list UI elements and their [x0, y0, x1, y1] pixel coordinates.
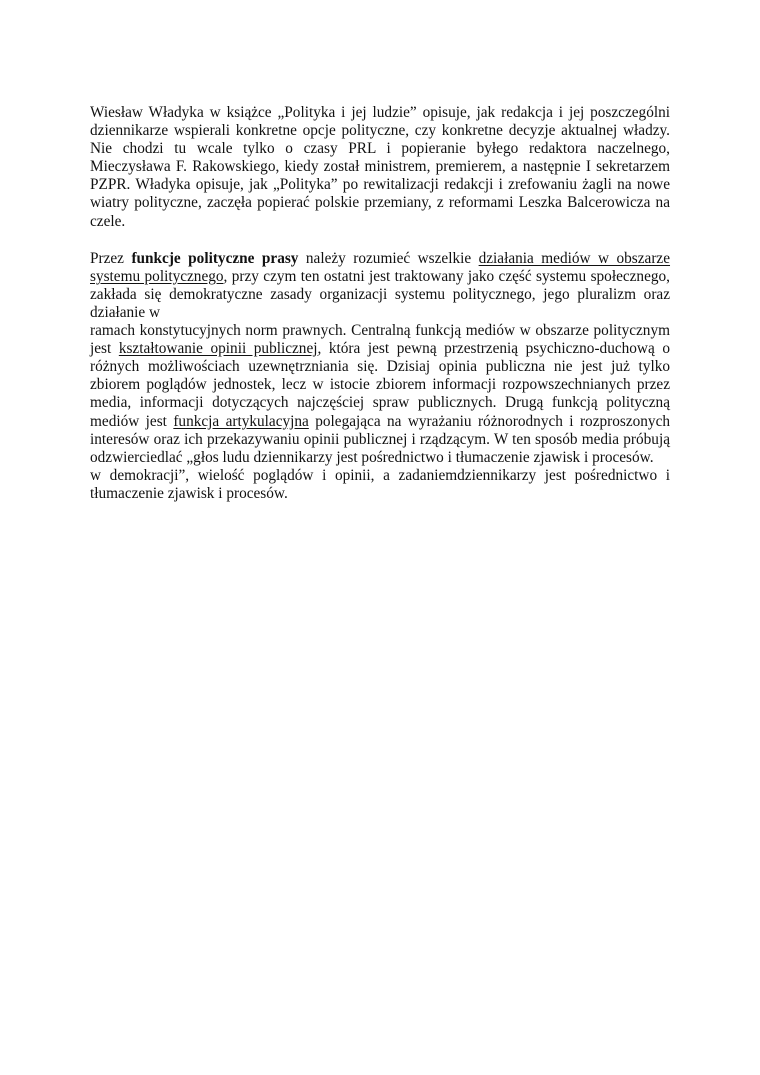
underlined-term-artykulacyjna: funkcja artykulacyjna [173, 412, 309, 430]
after-underlined-1-text: , przy czym ten ostatni jest traktowany jako część systemu społecznego, zakłada się demokratyczne zasady organizacji systemu politycznego, jego pluralizm oraz działanie w [90, 267, 670, 321]
underlined-term-dzialania: działania mediów w obszarze systemu politycznego [90, 249, 671, 285]
paragraph-wladyka-text: Wiesław Władyka w książce „Polityka i jej ludzie” opisuje, jak redakcja i jej poszczególni dziennikarze wspierali konkretne opcje polityczne, czy konkretne decyzje aktualnej władzy. Nie chodzi tu wcale tylko o czasy PRL i popieranie byłego redaktora naczelnego, Mieczysława F. Rakowskiego, kiedy został ministrem, premierem, a następnie I sekretarzem PZPR. Władyka opisuje, jak „Polityka” po rewitalizacji redakcji i zrefowaniu żagli na nowe wiatry polityczne, zaczęła popierać polskie przemiany, z reformami Leszka Balcerowicza na czele. [90, 104, 670, 230]
paragraph-wladyka [90, 104, 670, 231]
after-underlined-2-text: , która jest pewną przestrzenią psychiczno-duchową o różnych możliwościach uzewnętrzniania się. Dzisiaj opinia publiczna nie jest już tylko zbiorem poglądów jednostek, lecz w istocie zbiorem informacji rozpowszechnianych przez media, informacji dotyczących najczęściej spraw publicznych. Drugą funkcją polityczną mediów jest [90, 340, 670, 430]
intro-text: Przez [90, 249, 132, 267]
tail-text: w demokracji”, wielość poglądów i opinii, a zadaniemdziennikarzy jest pośrednictwo i tłumaczenie zjawisk i procesów. [90, 466, 670, 502]
bold-term: funkcje polityczne prasy [131, 249, 299, 267]
after-bold-text: należy rozumieć wszelkie [298, 249, 479, 267]
document-body [90, 104, 670, 503]
paragraph-funkcje-polityczne [90, 250, 670, 503]
after-underlined-3-text: polegająca na wyrażaniu różnorodnych i rozproszonych interesów oraz ich przekazywaniu opinii publicznej i rządzącym. W ten sposób media próbują odzwierciedlać „głos ludu dziennikarzy jest pośrednictwo i tłumaczenie zjawisk i procesów. [90, 412, 671, 466]
continuation-text: ramach konstytucyjnych norm prawnych. Centralną funkcją mediów w obszarze politycznym jest [90, 322, 670, 358]
paragraph-gap [90, 231, 670, 250]
underlined-term-ksztaltowanie: kształtowanie opinii publicznej [118, 340, 318, 358]
